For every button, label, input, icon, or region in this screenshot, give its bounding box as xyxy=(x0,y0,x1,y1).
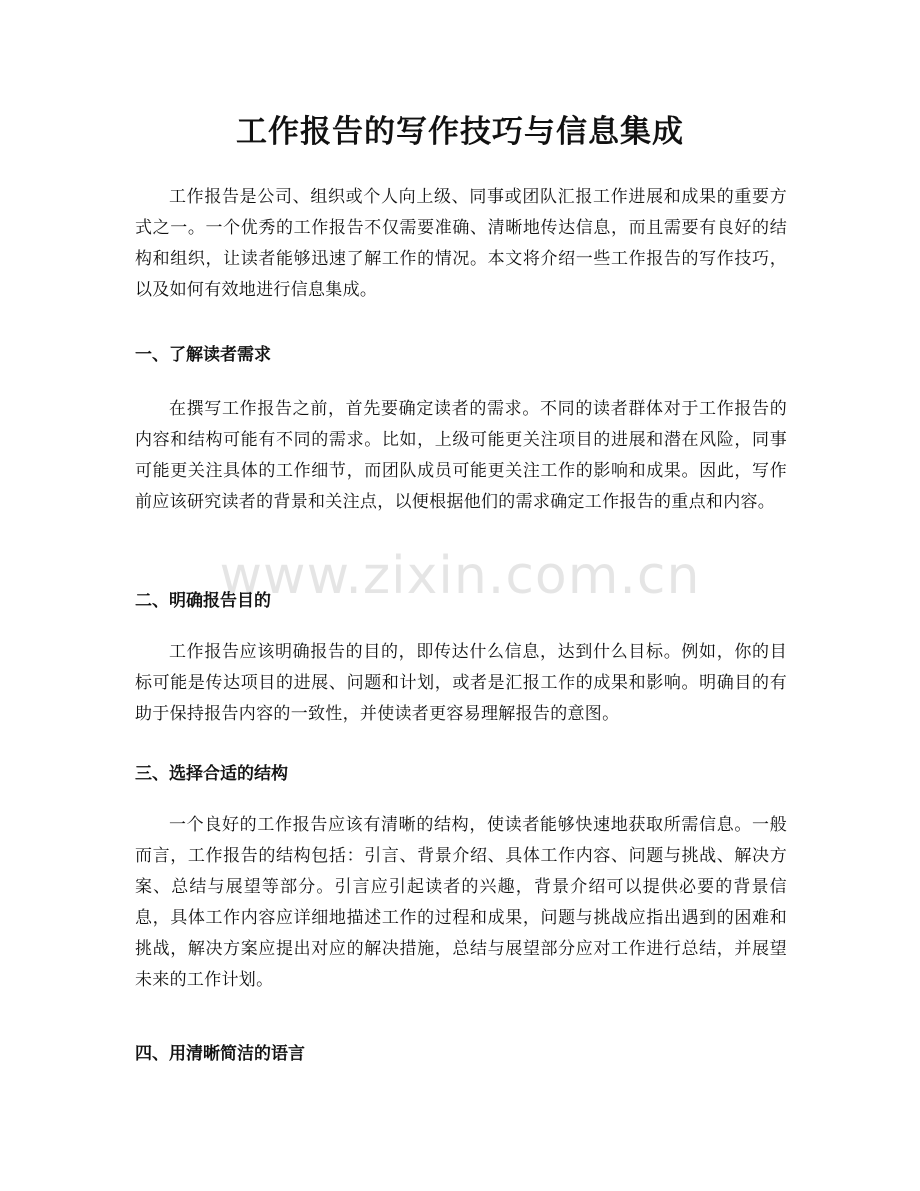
section-heading-1: 一、了解读者需求 xyxy=(135,345,271,365)
section-body-1: 在撰写工作报告之前，首先要确定读者的需求。不同的读者群体对于工作报告的内容和结构可能有不同的需求。比如，上级可能更关注项目的进展和潜在风险，同事可能更关注具体的工作细节，而团队成员可能更关注工作的影响和成果。因此，写作前应该研究读者的背景和关注点，以便根据他们的需求确定工作报告的重点和内容。 xyxy=(135,399,787,512)
section-heading-3: 三、选择合适的结构 xyxy=(135,764,288,784)
section-body-3: 一个良好的工作报告应该有清晰的结构，使读者能够快速地获取所需信息。一般而言，工作报告的结构包括：引言、背景介绍、具体工作内容、问题与挑战、解决方案、总结与展望等部分。引言应引起读者的兴趣，背景介绍可以提供必要的背景信息，具体工作内容应详细地描述工作的过程和成果，问题与挑战应指出遇到的困难和挑战，解决方案应提出对应的解决措施，总结与展望部分应对工作进行总结，并展望未来的工作计划。 xyxy=(135,815,787,990)
intro-paragraph: 工作报告是公司、组织或个人向上级、同事或团队汇报工作进展和成果的重要方式之一。一个优秀的工作报告不仅需要准确、清晰地传达信息，而且需要有良好的结构和组织，让读者能够迅速了解工作的情况。本文将介绍一些工作报告的写作技巧，以及如何有效地进行信息集成。 xyxy=(135,187,787,300)
document-title: 工作报告的写作技巧与信息集成 xyxy=(236,114,684,150)
section-heading-2: 二、明确报告目的 xyxy=(135,591,271,611)
section-heading-4: 四、用清晰简洁的语言 xyxy=(135,1044,305,1064)
section-body-2: 工作报告应该明确报告的目的，即传达什么信息，达到什么目标。例如，你的目标可能是传达项目的进展、问题和计划，或者是汇报工作的成果和影响。明确目的有助于保持报告内容的一致性，并使读者更容易理解报告的意图。 xyxy=(135,642,787,724)
watermark: www.zixin.com.cn xyxy=(219,546,701,606)
